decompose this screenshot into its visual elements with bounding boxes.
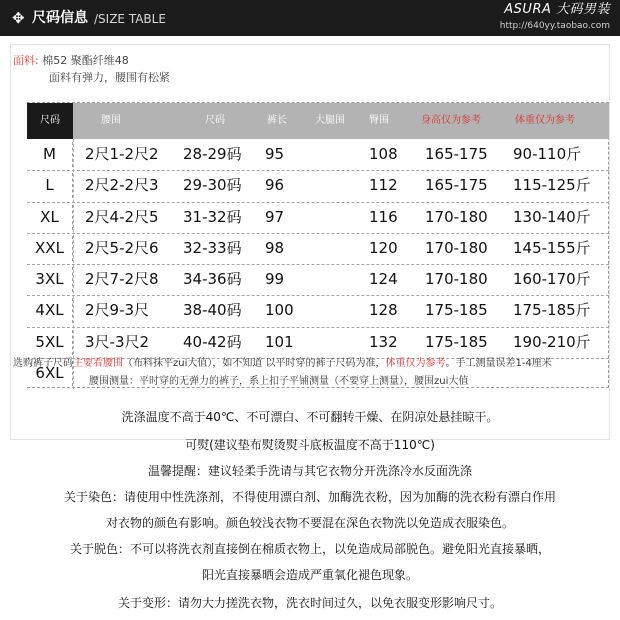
cell-weight: 190-210斤	[513, 332, 591, 351]
cell-size-code: 29-30码	[183, 176, 242, 195]
fabric-label: 面料:	[13, 54, 39, 67]
cell-weight: 145-155斤	[513, 238, 591, 257]
cell-length: 95	[265, 145, 285, 163]
crosshair-icon: ✥	[12, 9, 25, 27]
cell-size-code: 38-40码	[183, 301, 242, 320]
size-panel	[10, 44, 610, 440]
column-header: 尺码	[205, 115, 225, 126]
table-row	[27, 205, 609, 230]
cell-size: 5XL	[27, 330, 73, 355]
column-header: 大腿围	[315, 115, 345, 126]
cell-size: L	[27, 173, 73, 198]
cell-size: 3XL	[27, 267, 73, 292]
cell-hip: 108	[369, 145, 398, 163]
column-header: 臀围	[369, 115, 389, 126]
care-line-tip: 温馨提醒：建议轻柔手洗请与其它衣物分开洗涤冷水反面洗涤	[147, 464, 472, 478]
cell-waist: 2尺2-2尺3	[85, 176, 159, 195]
cell-hip: 116	[369, 207, 398, 226]
header-bar	[0, 0, 620, 36]
fabric-note: 面料有弹力，腰围有松紧	[49, 71, 170, 84]
note-highlight-waist: 主要看腰围	[73, 358, 123, 369]
table-row	[27, 142, 609, 167]
cell-weight: 175-185斤	[513, 301, 591, 320]
cell-size: XXL	[27, 236, 73, 261]
table-row	[27, 173, 609, 198]
table-row	[27, 330, 609, 355]
page-subtitle: /SIZE TABLE	[94, 12, 166, 26]
cell-weight: 90-110斤	[513, 145, 582, 163]
fabric-info	[13, 53, 129, 68]
cell-size: XL	[27, 205, 73, 230]
cell-length: 97	[265, 207, 285, 226]
row-divider	[27, 327, 609, 328]
cell-size: 4XL	[27, 298, 73, 323]
care-line-dye-1: 关于染色：请使用中性洗涤剂，不得使用漂白剂、加酶洗衣粉，因为加酶的洗衣粉有漂白作用	[63, 490, 556, 504]
table-row	[27, 298, 609, 323]
cell-length: 99	[265, 270, 285, 288]
size-table	[27, 102, 609, 388]
cell-height: 170-180	[425, 207, 488, 226]
cell-size-code: 28-29码	[183, 145, 242, 163]
care-line-wash: 洗涤温度不高于40℃、不可漂白、不可翻转干燥、在阴凉处悬挂晾干。	[121, 410, 499, 424]
cell-length: 96	[265, 176, 285, 195]
row-divider	[27, 264, 609, 265]
column-header: 身高仅为参考	[421, 115, 481, 126]
cell-weight: 160-170斤	[513, 270, 591, 288]
column-header: 裤长	[267, 115, 287, 126]
purchase-note	[13, 356, 611, 372]
column-divider	[73, 139, 74, 389]
cell-size: M	[27, 142, 73, 167]
care-line-dye-2: 对衣物的颜色有影响。颜色较浅衣物不要混在深色衣物洗以免造成衣服染色。	[105, 516, 514, 530]
fabric-composition: 棉52 聚酯纤维48	[42, 54, 129, 67]
care-line-iron: 可熨(建议垫布熨烫熨斗底板温度不高于110℃)	[185, 438, 435, 452]
care-line-deform: 关于变形：请勿大力搓洗衣物，洗衣时间过久，以免衣服变形影响尺寸。	[117, 596, 502, 610]
cell-waist: 2尺5-2尺6	[85, 238, 159, 257]
note-text-e: 。手工测量误差1-4厘米	[445, 358, 552, 369]
note-text-c: （布料抹平zui大值），如不知道 以平时穿的裤子尺码为准，	[123, 358, 386, 369]
care-line-fade-2: 阳光直接暴晒会造成严重氧化褪色现象。	[201, 568, 418, 582]
cell-hip: 132	[369, 332, 398, 351]
cell-height: 165-175	[425, 176, 488, 195]
cell-waist: 3尺-3尺2	[85, 332, 150, 351]
row-divider	[27, 233, 609, 234]
column-header: 尺码	[27, 103, 73, 139]
cell-hip: 128	[369, 301, 398, 320]
care-line-fade-1: 关于脱色：不可以将洗衣剂直接倒在棉质衣物上，以免造成局部脱色。避免阳光直接暴晒，	[69, 542, 550, 556]
table-row	[27, 236, 609, 261]
cell-weight: 130-140斤	[513, 207, 591, 226]
cell-weight: 115-125斤	[513, 176, 591, 195]
row-divider	[27, 170, 609, 171]
cell-height: 175-185	[425, 332, 488, 351]
waist-measure-note: 腰围测量：平时穿的无弹力的裤子，系上扣子平铺测量（不要穿上测量），腰围zui大值	[89, 376, 469, 387]
cell-height: 175-185	[425, 301, 488, 320]
page-title: 尺码信息	[32, 10, 88, 26]
cell-waist: 2尺7-2尺8	[85, 270, 159, 288]
column-header: 腰围	[101, 115, 121, 126]
cell-hip: 124	[369, 270, 398, 288]
note-text-a: 选购裤子尺码	[13, 358, 73, 369]
cell-height: 165-175	[425, 145, 488, 163]
brand-logo: ASURA 大码男装	[504, 2, 610, 17]
note-highlight-weight: 体重仅为参考	[385, 358, 446, 369]
table-header	[27, 103, 609, 139]
cell-hip: 112	[369, 176, 398, 195]
cell-height: 170-180	[425, 238, 488, 257]
cell-waist: 2尺4-2尺5	[85, 207, 159, 226]
cell-hip: 120	[369, 238, 398, 257]
cell-height: 170-180	[425, 270, 488, 288]
cell-length: 101	[265, 332, 294, 351]
row-divider	[27, 295, 609, 296]
cell-size-code: 34-36码	[183, 270, 242, 288]
cell-size-code: 31-32码	[183, 207, 242, 226]
row-divider	[27, 202, 609, 203]
cell-size-code: 40-42码	[183, 332, 242, 351]
cell-waist: 2尺9-3尺	[85, 301, 150, 320]
cell-length: 100	[265, 301, 294, 320]
column-header: 体重仅为参考	[515, 115, 575, 126]
cell-size-code: 32-33码	[183, 238, 242, 257]
cell-waist: 2尺1-2尺2	[85, 145, 159, 163]
cell-size: 6XL	[27, 361, 73, 386]
cell-length: 98	[265, 238, 285, 257]
table-row	[27, 267, 609, 292]
shop-url[interactable]: http://640yy.taobao.com	[499, 21, 610, 31]
